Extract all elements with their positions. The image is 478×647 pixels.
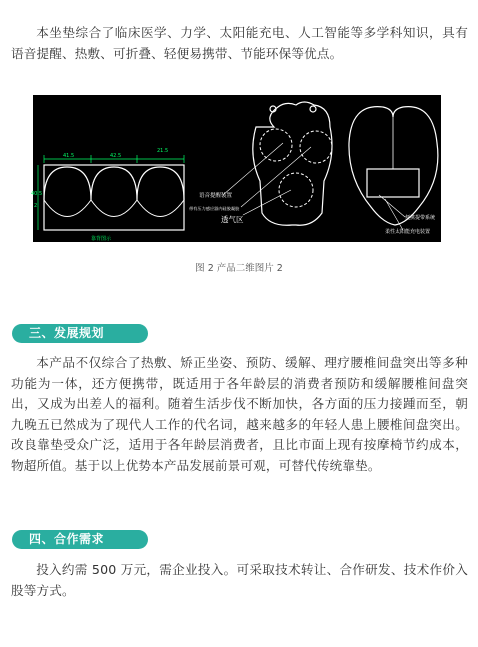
side-label-bottom: 2 [34,203,38,209]
product-2d-drawing [33,95,441,242]
dim-label-2: 42.5 [110,153,122,159]
section-heading-development: 三、发展规划 [12,324,148,343]
development-paragraph: 本产品不仅综合了热敷、矫正坐姿、预防、缓解、理疗腰椎间盘突出等多种功能为一体，还方便携带，既适用于各年龄层的消费者预防和缓解腰椎间盘突出，又成为出差人的福利。随着生活步伐不断加快，各方面的压力接踵而至，朝九晚五已然成为了现代人工作的代名词，越来越多的年轻人患上腰椎间盘突出。改良靠垫受众广泛，适用于各年龄层消费者，且比市面上现有按摩椅节约成本，物超所值。基于以上优势本产品发展前景可观，可替代传统靠垫。 [11,355,468,473]
dim-label-3: 21.5 [157,148,169,154]
section-heading-cooperation: 四、合作需求 [12,530,148,549]
bottom-label: 靠背图示 [91,236,112,242]
figure-caption: 图 2 产品二维图片 2 [195,263,283,274]
front-view-drawing [44,165,184,230]
callout-voice: 语音提醒装置 [199,193,233,199]
cooperation-paragraph: 投入约需 500 万元，需企业投入。可采取技术转让、合作研发、技术作价入股等方式。 [11,562,468,598]
callout-vent: 透气区 [221,215,244,224]
side-label-top: 40.5 [31,191,43,197]
dim-label-1: 41.5 [63,153,75,159]
callout-pressure: 带有压力感应器内硅胶凝胶 [189,206,240,211]
callout-fold: 便携提带系统 [405,215,436,221]
callout-solar: 柔性太阳能充电装置 [385,229,431,235]
intro-paragraph: 本坐垫综合了临床医学、力学、太阳能充电、人工智能等多学科知识，具有语音提醒、热敷、可折叠、轻便易携带、节能环保等优点。 [11,25,468,61]
